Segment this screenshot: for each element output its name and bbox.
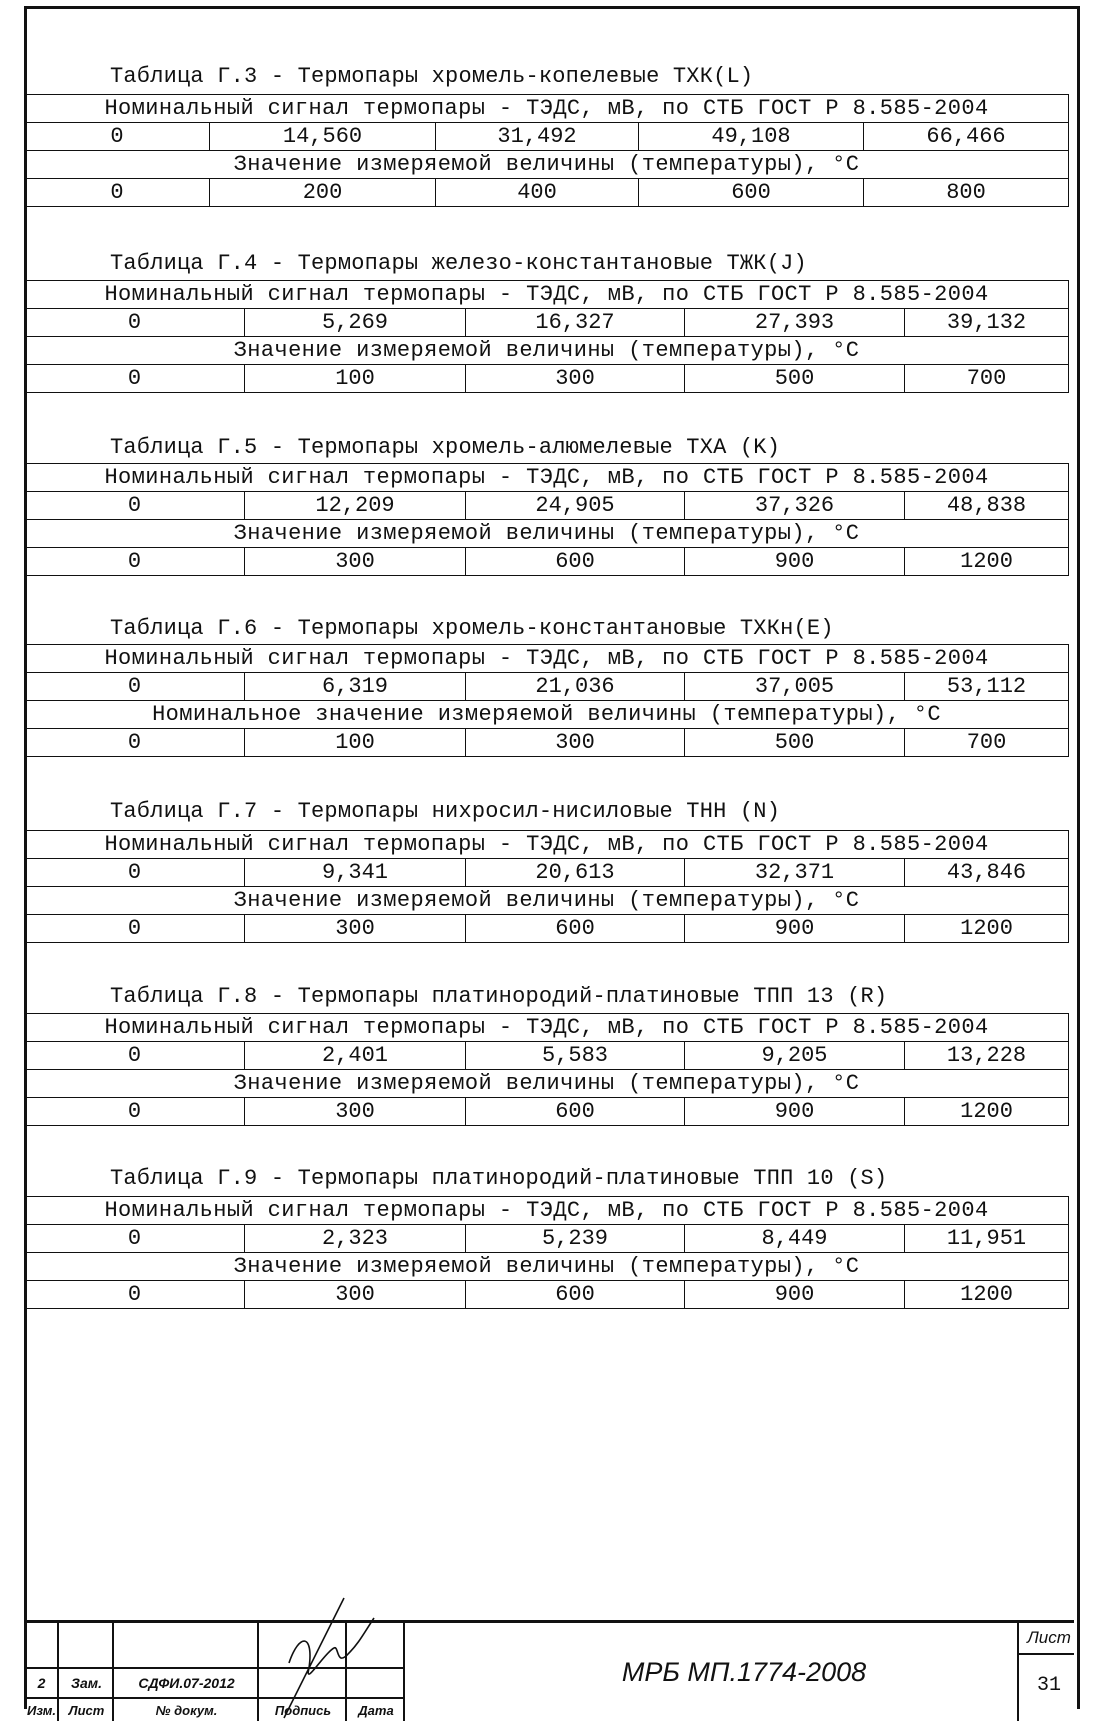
temperature-value: 0 [25, 729, 245, 757]
emf-value: 9,205 [685, 1042, 905, 1070]
table-g3 [24, 94, 1069, 207]
temperature-header: Значение измеряемой величины (температуры), °С [25, 520, 1069, 548]
emf-header: Номинальный сигнал термопары - ТЭДС, мВ, по СТБ ГОСТ Р 8.585-2004 [25, 1197, 1069, 1225]
table-g4 [24, 280, 1069, 393]
emf-value: 0 [25, 859, 245, 887]
temperature-value: 700 [905, 365, 1069, 393]
emf-value: 43,846 [905, 859, 1069, 887]
temperature-value: 600 [639, 179, 864, 207]
temperature-header: Значение измеряемой величины (температуры), °С [25, 151, 1069, 179]
emf-header: Номинальный сигнал термопары - ТЭДС, мВ, по СТБ ГОСТ Р 8.585-2004 [25, 831, 1069, 859]
emf-value: 66,466 [864, 123, 1069, 151]
temperature-value: 200 [210, 179, 436, 207]
label-doc-number: № докум. [155, 1702, 218, 1718]
temperature-value: 300 [466, 729, 685, 757]
emf-header: Номинальный сигнал термопары - ТЭДС, мВ, по СТБ ГОСТ Р 8.585-2004 [25, 95, 1069, 123]
emf-value: 31,492 [436, 123, 639, 151]
emf-header: Номинальный сигнал термопары - ТЭДС, мВ, по СТБ ГОСТ Р 8.585-2004 [25, 645, 1069, 673]
emf-header: Номинальный сигнал термопары - ТЭДС, мВ, по СТБ ГОСТ Р 8.585-2004 [25, 1014, 1069, 1042]
temperature-value: 0 [25, 365, 245, 393]
temperature-value: 300 [466, 365, 685, 393]
temperature-value: 900 [685, 548, 905, 576]
emf-value: 5,583 [466, 1042, 685, 1070]
emf-value: 37,326 [685, 492, 905, 520]
emf-value: 5,239 [466, 1225, 685, 1253]
table-g7-title: Таблица Г.7 - Термопары нихросил-нисиловые ТНН (N) [110, 799, 781, 824]
temperature-value: 500 [685, 365, 905, 393]
temperature-value: 1200 [905, 915, 1069, 943]
temperature-value: 900 [685, 1098, 905, 1126]
emf-value: 11,951 [905, 1225, 1069, 1253]
table-g5 [24, 463, 1069, 576]
emf-value: 48,838 [905, 492, 1069, 520]
change-type: Зам. [70, 1675, 103, 1691]
temperature-value: 900 [685, 915, 905, 943]
document-code: МРБ МП.1774-2008 [621, 1656, 867, 1687]
emf-value: 0 [25, 309, 245, 337]
emf-value: 0 [25, 673, 245, 701]
emf-value: 13,228 [905, 1042, 1069, 1070]
emf-value: 49,108 [639, 123, 864, 151]
emf-value: 37,005 [685, 673, 905, 701]
temperature-value: 0 [25, 548, 245, 576]
label-izm: Изм. [26, 1702, 57, 1718]
emf-value: 5,269 [245, 309, 466, 337]
emf-value: 39,132 [905, 309, 1069, 337]
table-g9 [24, 1196, 1069, 1309]
emf-header: Номинальный сигнал термопары - ТЭДС, мВ, по СТБ ГОСТ Р 8.585-2004 [25, 281, 1069, 309]
emf-value: 6,319 [245, 673, 466, 701]
temperature-value: 0 [25, 179, 210, 207]
temperature-value: 600 [466, 915, 685, 943]
emf-value: 32,371 [685, 859, 905, 887]
emf-header: Номинальный сигнал термопары - ТЭДС, мВ, по СТБ ГОСТ Р 8.585-2004 [25, 464, 1069, 492]
temperature-value: 500 [685, 729, 905, 757]
temperature-value: 0 [25, 1281, 245, 1309]
temperature-value: 400 [436, 179, 639, 207]
table-g8-title: Таблица Г.8 - Термопары платинородий-платиновые ТПП 13 (R) [110, 984, 888, 1009]
emf-value: 0 [25, 1225, 245, 1253]
temperature-value: 300 [245, 1098, 466, 1126]
temperature-value: 1200 [905, 1098, 1069, 1126]
temperature-value: 1200 [905, 548, 1069, 576]
emf-value: 27,393 [685, 309, 905, 337]
emf-value: 2,323 [245, 1225, 466, 1253]
temperature-header: Значение измеряемой величины (температуры), °С [25, 1253, 1069, 1281]
table-g8 [24, 1013, 1069, 1126]
temperature-header: Значение измеряемой величины (температуры), °С [25, 1070, 1069, 1098]
temperature-value: 600 [466, 1098, 685, 1126]
table-g9-title: Таблица Г.9 - Термопары платинородий-платиновые ТПП 10 (S) [110, 1166, 888, 1191]
temperature-value: 300 [245, 1281, 466, 1309]
emf-value: 12,209 [245, 492, 466, 520]
emf-value: 0 [25, 123, 210, 151]
title-block [24, 1620, 1074, 1721]
table-g3-title: Таблица Г.3 - Термопары хромель-копелевые ТХК(L) [110, 64, 754, 89]
emf-value: 14,560 [210, 123, 436, 151]
sheet-label: Лист [1027, 1628, 1071, 1647]
temperature-value: 100 [245, 365, 466, 393]
temperature-value: 600 [466, 548, 685, 576]
temperature-value: 100 [245, 729, 466, 757]
signature-scribble [264, 1593, 384, 1723]
emf-value: 2,401 [245, 1042, 466, 1070]
table-g6-title: Таблица Г.6 - Термопары хромель-константановые ТХКн(E) [110, 616, 834, 641]
temperature-value: 900 [685, 1281, 905, 1309]
emf-value: 53,112 [905, 673, 1069, 701]
temperature-value: 0 [25, 915, 245, 943]
emf-value: 20,613 [466, 859, 685, 887]
sheet-number: 31 [1036, 1674, 1061, 1697]
temperature-header: Значение измеряемой величины (температуры), °С [25, 337, 1069, 365]
table-g7 [24, 830, 1069, 943]
change-document: СДФИ.07-2012 [138, 1675, 235, 1691]
change-number: 2 [37, 1675, 46, 1691]
emf-value: 0 [25, 1042, 245, 1070]
emf-value: 16,327 [466, 309, 685, 337]
temperature-value: 600 [466, 1281, 685, 1309]
temperature-header: Значение измеряемой величины (температуры), °С [25, 887, 1069, 915]
table-g6 [24, 644, 1069, 757]
temperature-header: Номинальное значение измеряемой величины (температуры), °С [25, 701, 1069, 729]
temperature-value: 700 [905, 729, 1069, 757]
table-g4-title: Таблица Г.4 - Термопары железо-константановые ТЖК(J) [110, 251, 807, 276]
emf-value: 21,036 [466, 673, 685, 701]
emf-value: 8,449 [685, 1225, 905, 1253]
label-date: Дата [358, 1702, 394, 1718]
temperature-value: 300 [245, 915, 466, 943]
label-signature: Подпись [274, 1702, 332, 1718]
table-g5-title: Таблица Г.5 - Термопары хромель-алюмелевые ТХА (K) [110, 435, 781, 460]
emf-value: 0 [25, 492, 245, 520]
temperature-value: 1200 [905, 1281, 1069, 1309]
temperature-value: 800 [864, 179, 1069, 207]
temperature-value: 300 [245, 548, 466, 576]
emf-value: 24,905 [466, 492, 685, 520]
emf-value: 9,341 [245, 859, 466, 887]
label-list: Лист [68, 1702, 105, 1718]
temperature-value: 0 [25, 1098, 245, 1126]
